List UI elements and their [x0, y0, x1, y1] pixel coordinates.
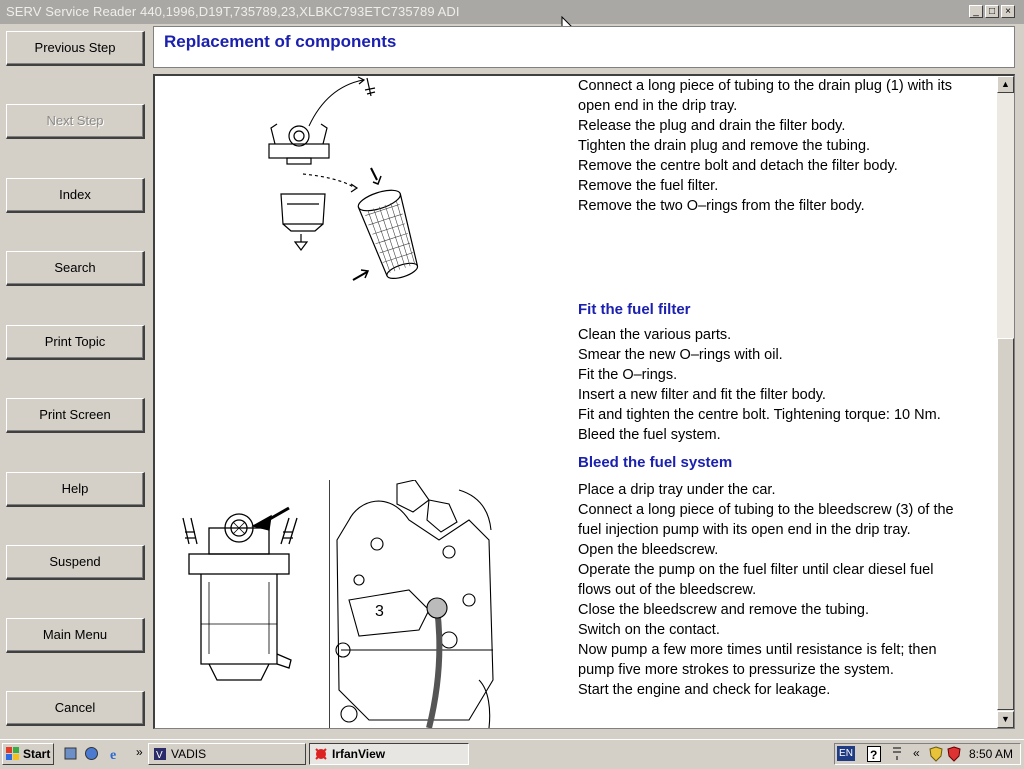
instruction-line: Remove the fuel filter.: [578, 178, 719, 194]
instruction-line: Release the plug and drain the filter body.: [578, 118, 846, 134]
windows-flag-icon: [6, 747, 20, 761]
instruction-line: Close the bleedscrew and remove the tubing.: [578, 602, 869, 618]
search-button[interactable]: Search: [6, 251, 145, 286]
scroll-thumb[interactable]: [997, 338, 1014, 710]
svg-text:?: ?: [870, 748, 878, 762]
language-indicator[interactable]: EN: [837, 746, 855, 761]
network-icon[interactable]: [891, 746, 903, 762]
instruction-line: Connect a long piece of tubing to the bleedscrew (3) of the: [578, 502, 954, 518]
window-title: SERV Service Reader 440,1996,D19T,735789,23,XLBKC793ETC735789 ADI: [6, 4, 460, 19]
instruction-line: open end in the drip tray.: [578, 98, 738, 114]
security-shield-icon[interactable]: [929, 746, 943, 762]
irfanview-app-icon: [314, 747, 328, 761]
instruction-line: Now pump a few more times until resistance is felt; then: [578, 642, 937, 658]
instruction-line: fuel injection pump with its open end in the drip tray.: [578, 522, 911, 538]
callout-number: 3: [375, 603, 384, 620]
filter-disassembly-illustration: [263, 76, 423, 286]
help-button[interactable]: Help: [6, 472, 145, 507]
instruction-line: Connect a long piece of tubing to the drain plug (1) with its: [578, 78, 953, 94]
help-icon[interactable]: [867, 746, 881, 762]
svg-text:V: V: [156, 750, 163, 761]
instruction-line: Start the engine and check for leakage.: [578, 682, 831, 698]
instruction-line: Remove the two O–rings from the filter body.: [578, 198, 865, 214]
instruction-line: Fit the O–rings.: [578, 367, 678, 383]
internet-explorer-icon[interactable]: [108, 746, 123, 761]
explorer-icon[interactable]: [84, 746, 99, 761]
main-menu-button[interactable]: Main Menu: [6, 618, 145, 653]
instruction-line: Place a drip tray under the car.: [578, 482, 776, 498]
index-button[interactable]: Index: [6, 178, 145, 213]
clock[interactable]: 8:50 AM: [969, 747, 1014, 761]
instruction-line: Switch on the contact.: [578, 622, 720, 638]
antivirus-icon[interactable]: [947, 746, 961, 762]
svg-text:e: e: [110, 748, 117, 761]
vadis-app-icon: [153, 747, 167, 761]
previous-step-button[interactable]: Previous Step: [6, 31, 145, 66]
task-vadis[interactable]: [148, 743, 306, 765]
task-label: VADIS: [171, 747, 207, 761]
tray-expand-icon[interactable]: «: [913, 746, 920, 760]
start-button[interactable]: [2, 743, 54, 765]
title-bar[interactable]: [0, 0, 1024, 24]
instruction-line: Remove the centre bolt and detach the filter body.: [578, 158, 898, 174]
section-heading-fit: Fit the fuel filter: [578, 301, 691, 318]
maximize-button[interactable]: □: [985, 5, 999, 18]
instruction-line: flows out of the bleedscrew.: [578, 582, 757, 598]
print-topic-button[interactable]: Print Topic: [6, 325, 145, 360]
minimize-button[interactable]: _: [969, 5, 983, 18]
close-button[interactable]: ×: [1001, 5, 1015, 18]
vertical-scrollbar[interactable]: [997, 76, 1014, 728]
next-step-button[interactable]: Next Step: [6, 104, 145, 139]
system-tray: [834, 743, 1021, 765]
suspend-button[interactable]: Suspend: [6, 545, 145, 580]
quicklaunch-chevron-icon[interactable]: »: [136, 745, 143, 759]
topic-header: [153, 26, 1015, 68]
instruction-line: Insert a new filter and fit the filter body.: [578, 387, 826, 403]
content-panel[interactable]: [153, 74, 1015, 729]
start-label: Start: [23, 747, 51, 761]
instruction-line: Operate the pump on the fuel filter until clear diesel fuel: [578, 562, 934, 578]
instruction-line: Smear the new O–rings with oil.: [578, 347, 783, 363]
scroll-down-button[interactable]: ▼: [997, 711, 1014, 728]
print-screen-button[interactable]: Print Screen: [6, 398, 145, 433]
instruction-line: Open the bleedscrew.: [578, 542, 719, 558]
instruction-line: Bleed the fuel system.: [578, 427, 721, 443]
show-desktop-icon[interactable]: [63, 746, 78, 761]
task-label: IrfanView: [332, 747, 386, 761]
page-title: Replacement of components: [164, 32, 397, 51]
instruction-line: Tighten the drain plug and remove the tubing.: [578, 138, 871, 154]
taskbar: [0, 739, 1024, 769]
instruction-line: Clean the various parts.: [578, 327, 732, 343]
task-irfanview[interactable]: [309, 743, 469, 765]
section-heading-bleed: Bleed the fuel system: [578, 454, 733, 471]
instruction-line: pump five more strokes to pressurize the system.: [578, 662, 894, 678]
scroll-up-button[interactable]: ▲: [997, 76, 1014, 93]
instruction-line: Fit and tighten the centre bolt. Tightening torque: 10 Nm.: [578, 407, 941, 423]
cancel-button[interactable]: Cancel: [6, 691, 145, 726]
injection-pump-illustration: [329, 480, 497, 728]
fuel-filter-pump-illustration: [179, 504, 319, 704]
